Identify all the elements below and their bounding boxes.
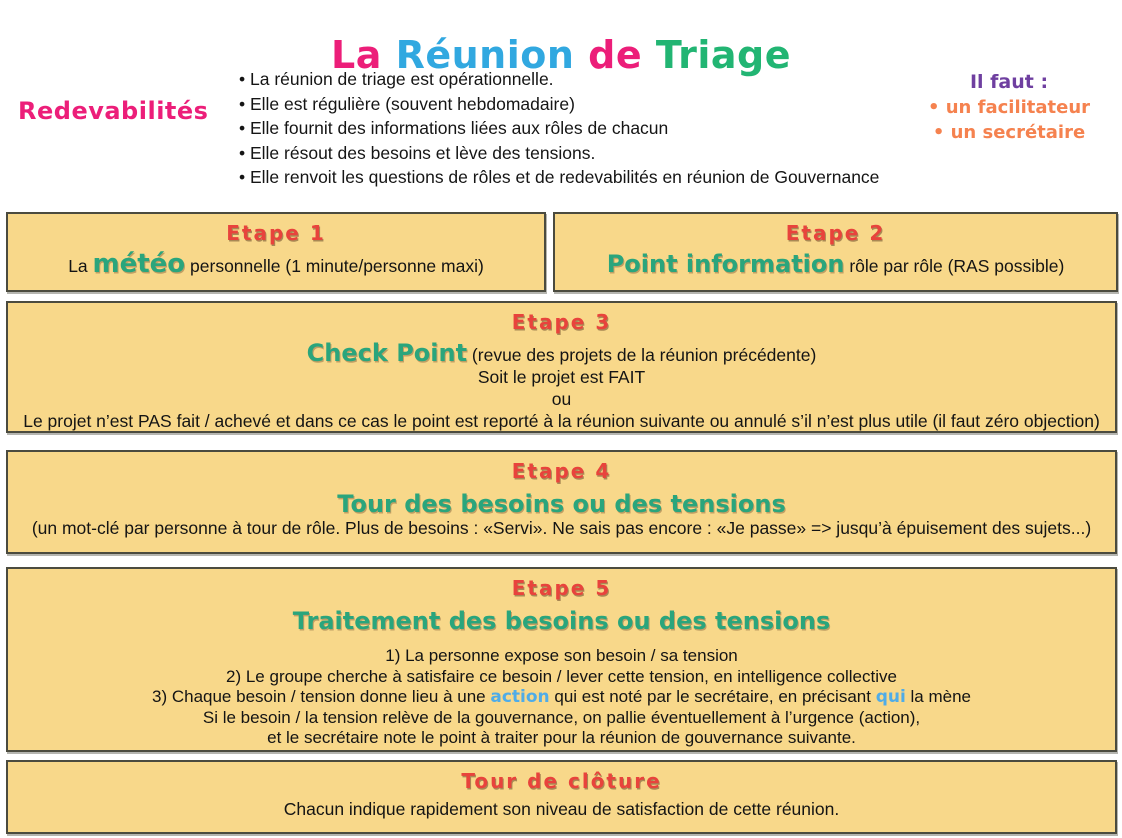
step-3-line-4: Le projet n’est PAS fait / achevé et dans ce cas le point est reporté à la réunion suivante ou annulé s’il n’est plus utile (il faut zéro objection) [23, 411, 1100, 431]
step-3-body [8, 340, 1115, 432]
step-1-heading: Etape 1 [226, 221, 326, 245]
step-2-body [555, 251, 1116, 277]
requirements-title: Il faut : [969, 71, 1049, 93]
step-3-line-1 [8, 340, 1115, 366]
step-5-line-1: 1) La personne expose son besoin / sa tension [385, 646, 738, 665]
step-1-body [8, 251, 544, 277]
step-5-body [8, 646, 1115, 749]
step-5-keyword-action: action [490, 687, 550, 707]
closing-round-line: Chacun indique rapidement son niveau de satisfaction de cette réunion. [283, 799, 840, 819]
step-3-keyword-suffix: (revue des projets de la réunion précédente) [467, 345, 817, 365]
list-item: • Elle fournit des informations liées aux rôles de chacun [239, 118, 669, 139]
step-1-rest: personnelle (1 minute/personne maxi) [185, 256, 484, 276]
step-2-keyword: Point information [606, 250, 845, 278]
closing-round-box [6, 760, 1117, 834]
title-word-de: de [588, 33, 656, 78]
step-4-line: (un mot-clé par personne à tour de rôle. Plus de besoins : «Servi». Ne sais pas encore : «Je passe» => jusqu’à épuisement des sujets...) [31, 518, 1092, 538]
step-5-line-5: et le secrétaire note le point à traiter pour la réunion de gouvernance suivante. [267, 728, 856, 747]
step-5-line-3 [8, 687, 1115, 708]
requirement-secretary: • un secrétaire [932, 122, 1086, 143]
step-5-heading: Etape 5 [511, 576, 612, 600]
list-item: • Elle est régulière (souvent hebdomadaire) [239, 93, 575, 114]
title-word-la: La [331, 33, 396, 78]
step-4-heading: Etape 4 [511, 459, 612, 483]
requirements-panel [900, 70, 1118, 145]
title-word-reunion: Réunion [395, 33, 589, 78]
title-word-triage: Triage [655, 33, 791, 78]
step-5-line-4: Si le besoin / la tension relève de la gouvernance, on pallie éventuellement à l’urgence (action), [202, 707, 921, 727]
accountabilities-list [239, 67, 879, 190]
step-3-line-3: ou [551, 389, 572, 409]
step-3-keyword: Check Point [306, 339, 468, 367]
requirement-facilitator: • un facilitateur [927, 97, 1091, 118]
step-2-rest: rôle par rôle (RAS possible) [844, 256, 1065, 276]
step-5-keyword: Traitement des besoins ou des tensions [292, 607, 831, 635]
step-5-line-3-pre: 3) Chaque besoin / tension donne lieu à une [152, 687, 491, 706]
accountabilities-label: Redevabilités [18, 97, 209, 125]
step-5-line-3-post: la mène [905, 687, 971, 706]
step-1-box [6, 212, 546, 292]
step-5-box [6, 567, 1117, 752]
step-1-lead: La [68, 256, 93, 276]
step-1-keyword: météo [92, 249, 186, 279]
list-item: • La réunion de triage est opérationnelle. [239, 69, 554, 89]
list-item: • Elle renvoit les questions de rôles et de redevabilités en réunion de Gouvernance [239, 167, 880, 188]
step-2-box [553, 212, 1118, 292]
step-5-line-2: 2) Le groupe cherche à satisfaire ce besoin / lever cette tension, en intelligence collective [226, 666, 897, 686]
step-5-keyword-qui: qui [875, 687, 906, 707]
step-3-box [6, 301, 1117, 433]
step-2-heading: Etape 2 [785, 221, 886, 245]
closing-round-heading: Tour de clôture [461, 769, 662, 793]
list-item: • Elle résout des besoins et lève des tensions. [239, 142, 596, 163]
step-5-line-3-mid: qui est noté par le secrétaire, en précisant [549, 687, 876, 706]
step-3-line-2: Soit le projet est FAIT [477, 367, 646, 387]
step-3-heading: Etape 3 [511, 310, 612, 334]
step-4-box [6, 450, 1117, 554]
step-4-keyword: Tour des besoins ou des tensions [337, 490, 786, 518]
